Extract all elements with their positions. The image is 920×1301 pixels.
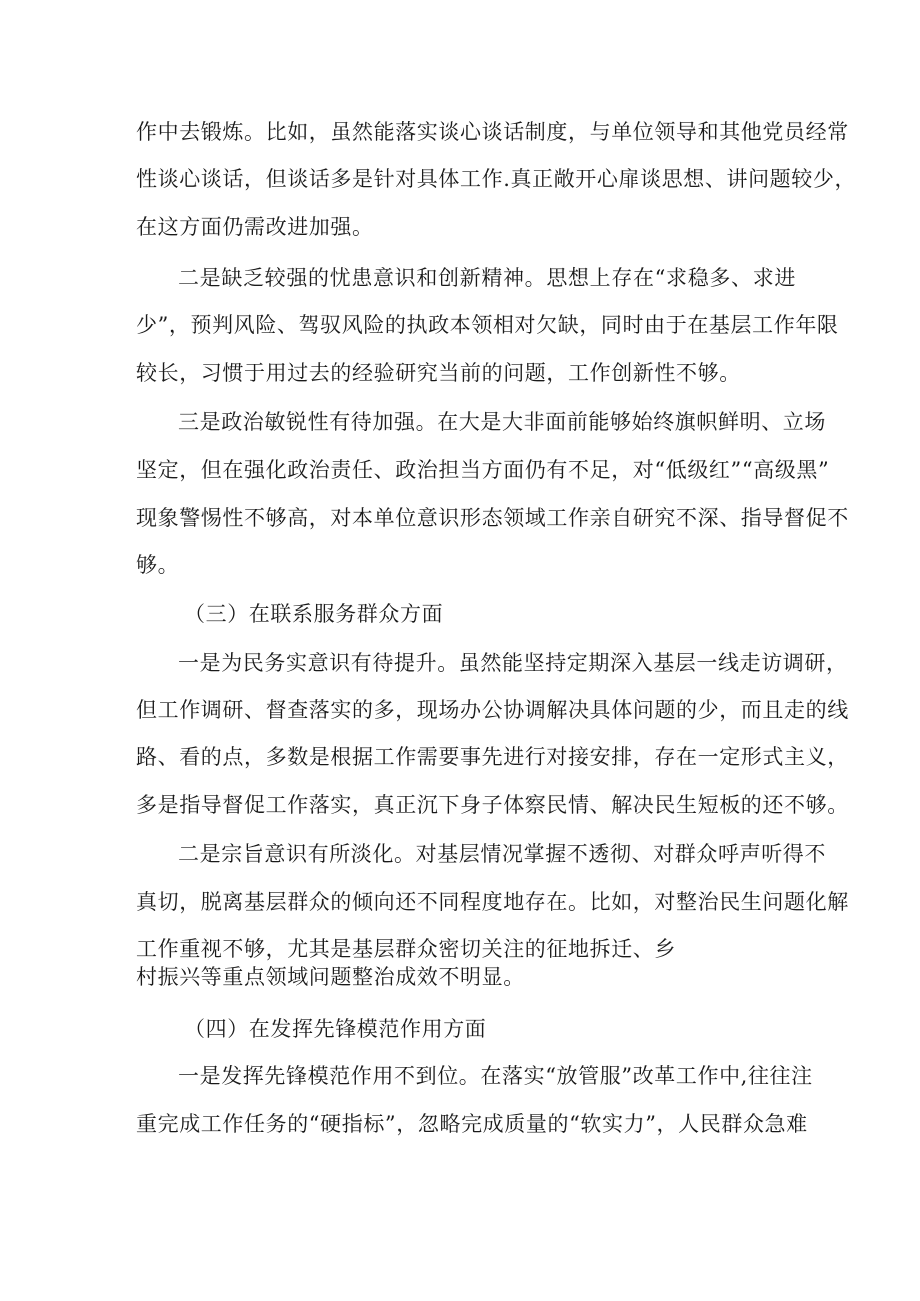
text-line: 真切，脱离基层群众的倾向还不同程度地存在。比如，对整治民生问题化解 bbox=[136, 890, 849, 914]
paragraph-start-line: 一是为民务实意识有待提升。虽然能坚持定期深入基层一线走访调研， bbox=[178, 651, 848, 675]
text-line: 作中去锻炼。比如，虽然能落实谈心谈话制度，与单位领导和其他党员经常 bbox=[136, 120, 849, 144]
text-line: 坚定，但在强化政治责任、政治担当方面仍有不足，对“低级红”“高级黑” bbox=[136, 458, 830, 482]
text-line: 现象警惕性不够高，对本单位意识形态领域工作亲自研究不深、指导督促不 bbox=[136, 506, 849, 530]
text-line: 多是指导督促工作落实，真正沉下身子体察民情、解决民生短板的还不够。 bbox=[136, 793, 849, 817]
text-line: 较长，习惯于用过去的经验研究当前的问题，工作创新性不够。 bbox=[136, 361, 741, 385]
text-line: 够。 bbox=[136, 553, 180, 577]
text-line: 少”，预判风险、驾驭风险的执政本领相对欠缺，同时由于在基层工作年限 bbox=[136, 313, 839, 337]
text-line: 但工作调研、督查落实的多，现场办公协调解决具体问题的少，而且走的线 bbox=[136, 698, 849, 722]
paragraph-start-line: 三是政治敏锐性有待加强。在大是大非面前能够始终旗帜鲜明、立场 bbox=[178, 410, 826, 434]
text-line: 工作重视不够，尤其是基层群众密切关注的征地拆迁、乡 bbox=[136, 937, 676, 961]
text-line: 路、看的点，多数是根据工作需要事先进行对接安排，存在一定形式主义， bbox=[136, 745, 849, 769]
text-line: 重完成工作任务的“硬指标”，忽略完成质量的“软实力”，人民群众急难 bbox=[136, 1112, 808, 1136]
section-heading: （三）在联系服务群众方面 bbox=[184, 602, 444, 626]
text-line: 性谈心谈话，但谈话多是针对具体工作.真正敞开心扉谈思想、讲问题较少， bbox=[136, 167, 857, 191]
section-heading: （四）在发挥先锋模范作用方面 bbox=[184, 1017, 487, 1041]
paragraph-start-line: 一是发挥先锋模范作用不到位。在落实“放管服”改革工作中,往往注 bbox=[178, 1064, 813, 1088]
paragraph-start-line: 二是宗旨意识有所淡化。对基层情况掌握不透彻、对群众呼声听得不 bbox=[178, 842, 826, 866]
text-line: 村振兴等重点领域问题整治成效不明显。 bbox=[136, 965, 525, 989]
text-line: 在这方面仍需改进加强。 bbox=[136, 215, 374, 239]
paragraph-start-line: 二是缺乏较强的忧患意识和创新精神。思想上存在“求稳多、求进 bbox=[178, 266, 796, 290]
